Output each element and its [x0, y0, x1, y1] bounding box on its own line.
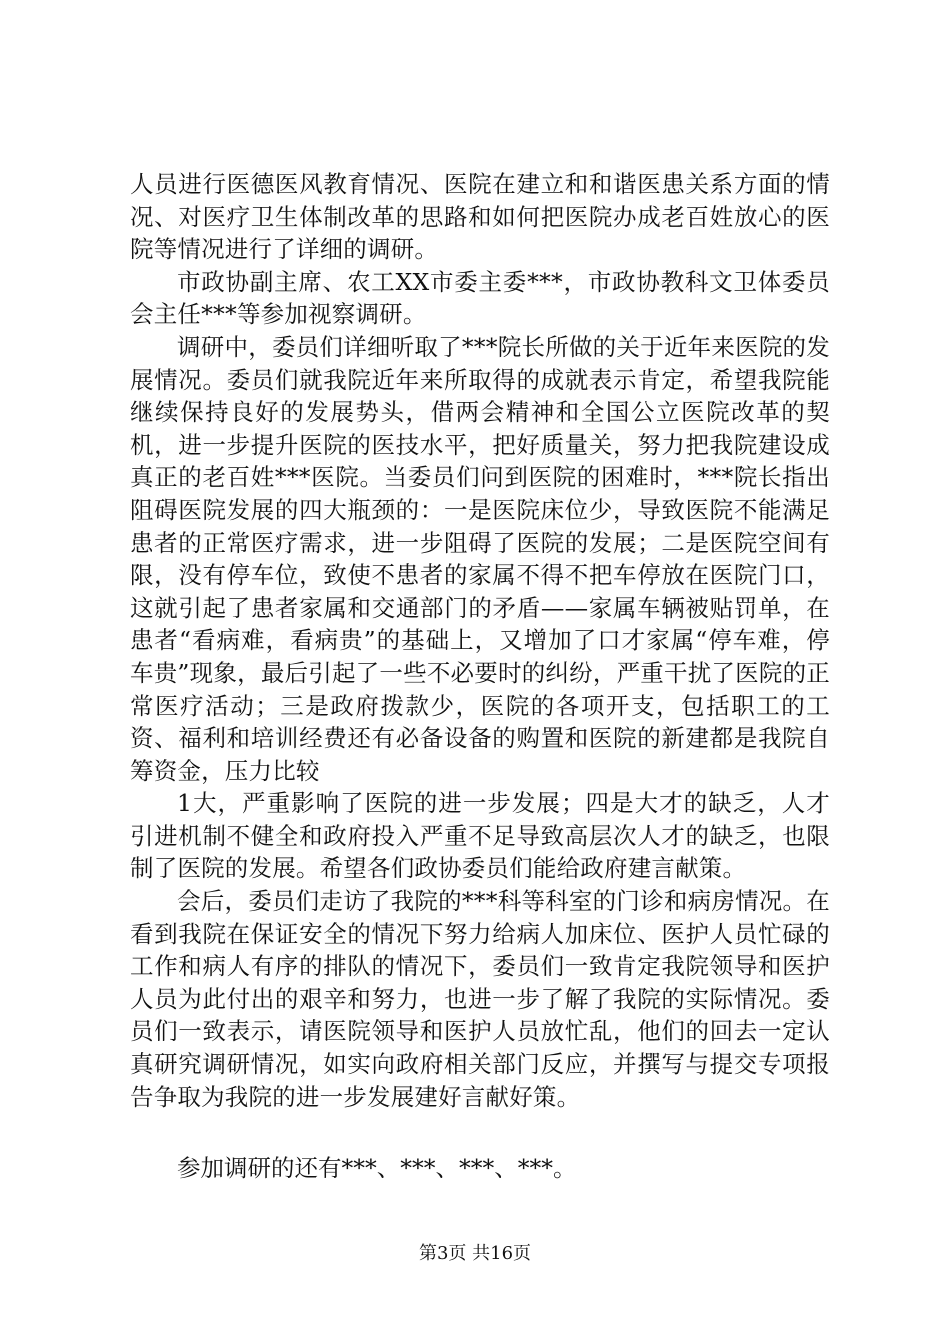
page-footer: 第3页 共16页	[418, 1243, 532, 1264]
paragraph-4: 1大，严重影响了医院的进一步发展；四是大才的缺乏，人才引进机制不健全和政府投入严重不足导致高层次人才的缺乏，也限制了医院的发展。希望各们政协委员们能给政府建言献策。	[130, 789, 830, 883]
document-body	[130, 168, 830, 1113]
paragraph-5: 会后，委员们走访了我院的***科等科室的门诊和病房情况。在看到我院在保证安全的情况下努力给病人加床位、医护人员忙碌的工作和病人有序的排队的情况下，委员们一致肯定我院领导和医护人员为此付出的艰辛和努力，也进一步了解了我院的实际情况。委员们一致表示，请医院领导和医护人员放忙乱，他们的回去一定认真研究调研情况，如实向政府相关部门反应，并撰写与提交专项报告争取为我院的进一步发展建好言献好策。	[130, 887, 830, 1111]
paragraph-3: 调研中，委员们详细听取了***院长所做的关于近年来医院的发展情况。委员们就我院近年来所取得的成就表示肯定，希望我院能继续保持良好的发展势头，借两会精神和全国公立医院改革的契机，进一步提升医院的医技水平，把好质量关，努力把我院建设成真正的老百姓***医院。当委员们问到医院的困难时，***院长指出阻碍医院发展的四大瓶颈的：一是医院床位少，导致医院不能满足患者的正常医疗需求，进一步阻碍了医院的发展；二是医院空间有限，没有停车位，致使不患者的家属不得不把车停放在医院门口，这就引起了患者家属和交通部门的矛盾——家属车辆被贴罚单，在患者“看病难，看病贵”的基础上，又增加了口才家属“停车难，停车贵”现象，最后引起了一些不必要时的纠纷，严重干扰了医院的正常医疗活动；三是政府拨款少，医院的各项开支，包括职工的工资、福利和培训经费还有必备设备的购置和医院的新建都是我院自筹资金，压力比较	[130, 332, 830, 785]
paragraph-2: 市政协副主席、农工XX市委主委***，市政协教科文卫体委员会主任***等参加视察调研。	[130, 267, 830, 329]
closing-line: 参加调研的还有***、***、***、***。	[177, 1154, 577, 1182]
paragraph-1: 人员进行医德医风教育情况、医院在建立和和谐医患关系方面的情况、对医疗卫生体制改革的思路和如何把医院办成老百姓放心的医院等情况进行了详细的调研。	[130, 170, 830, 264]
